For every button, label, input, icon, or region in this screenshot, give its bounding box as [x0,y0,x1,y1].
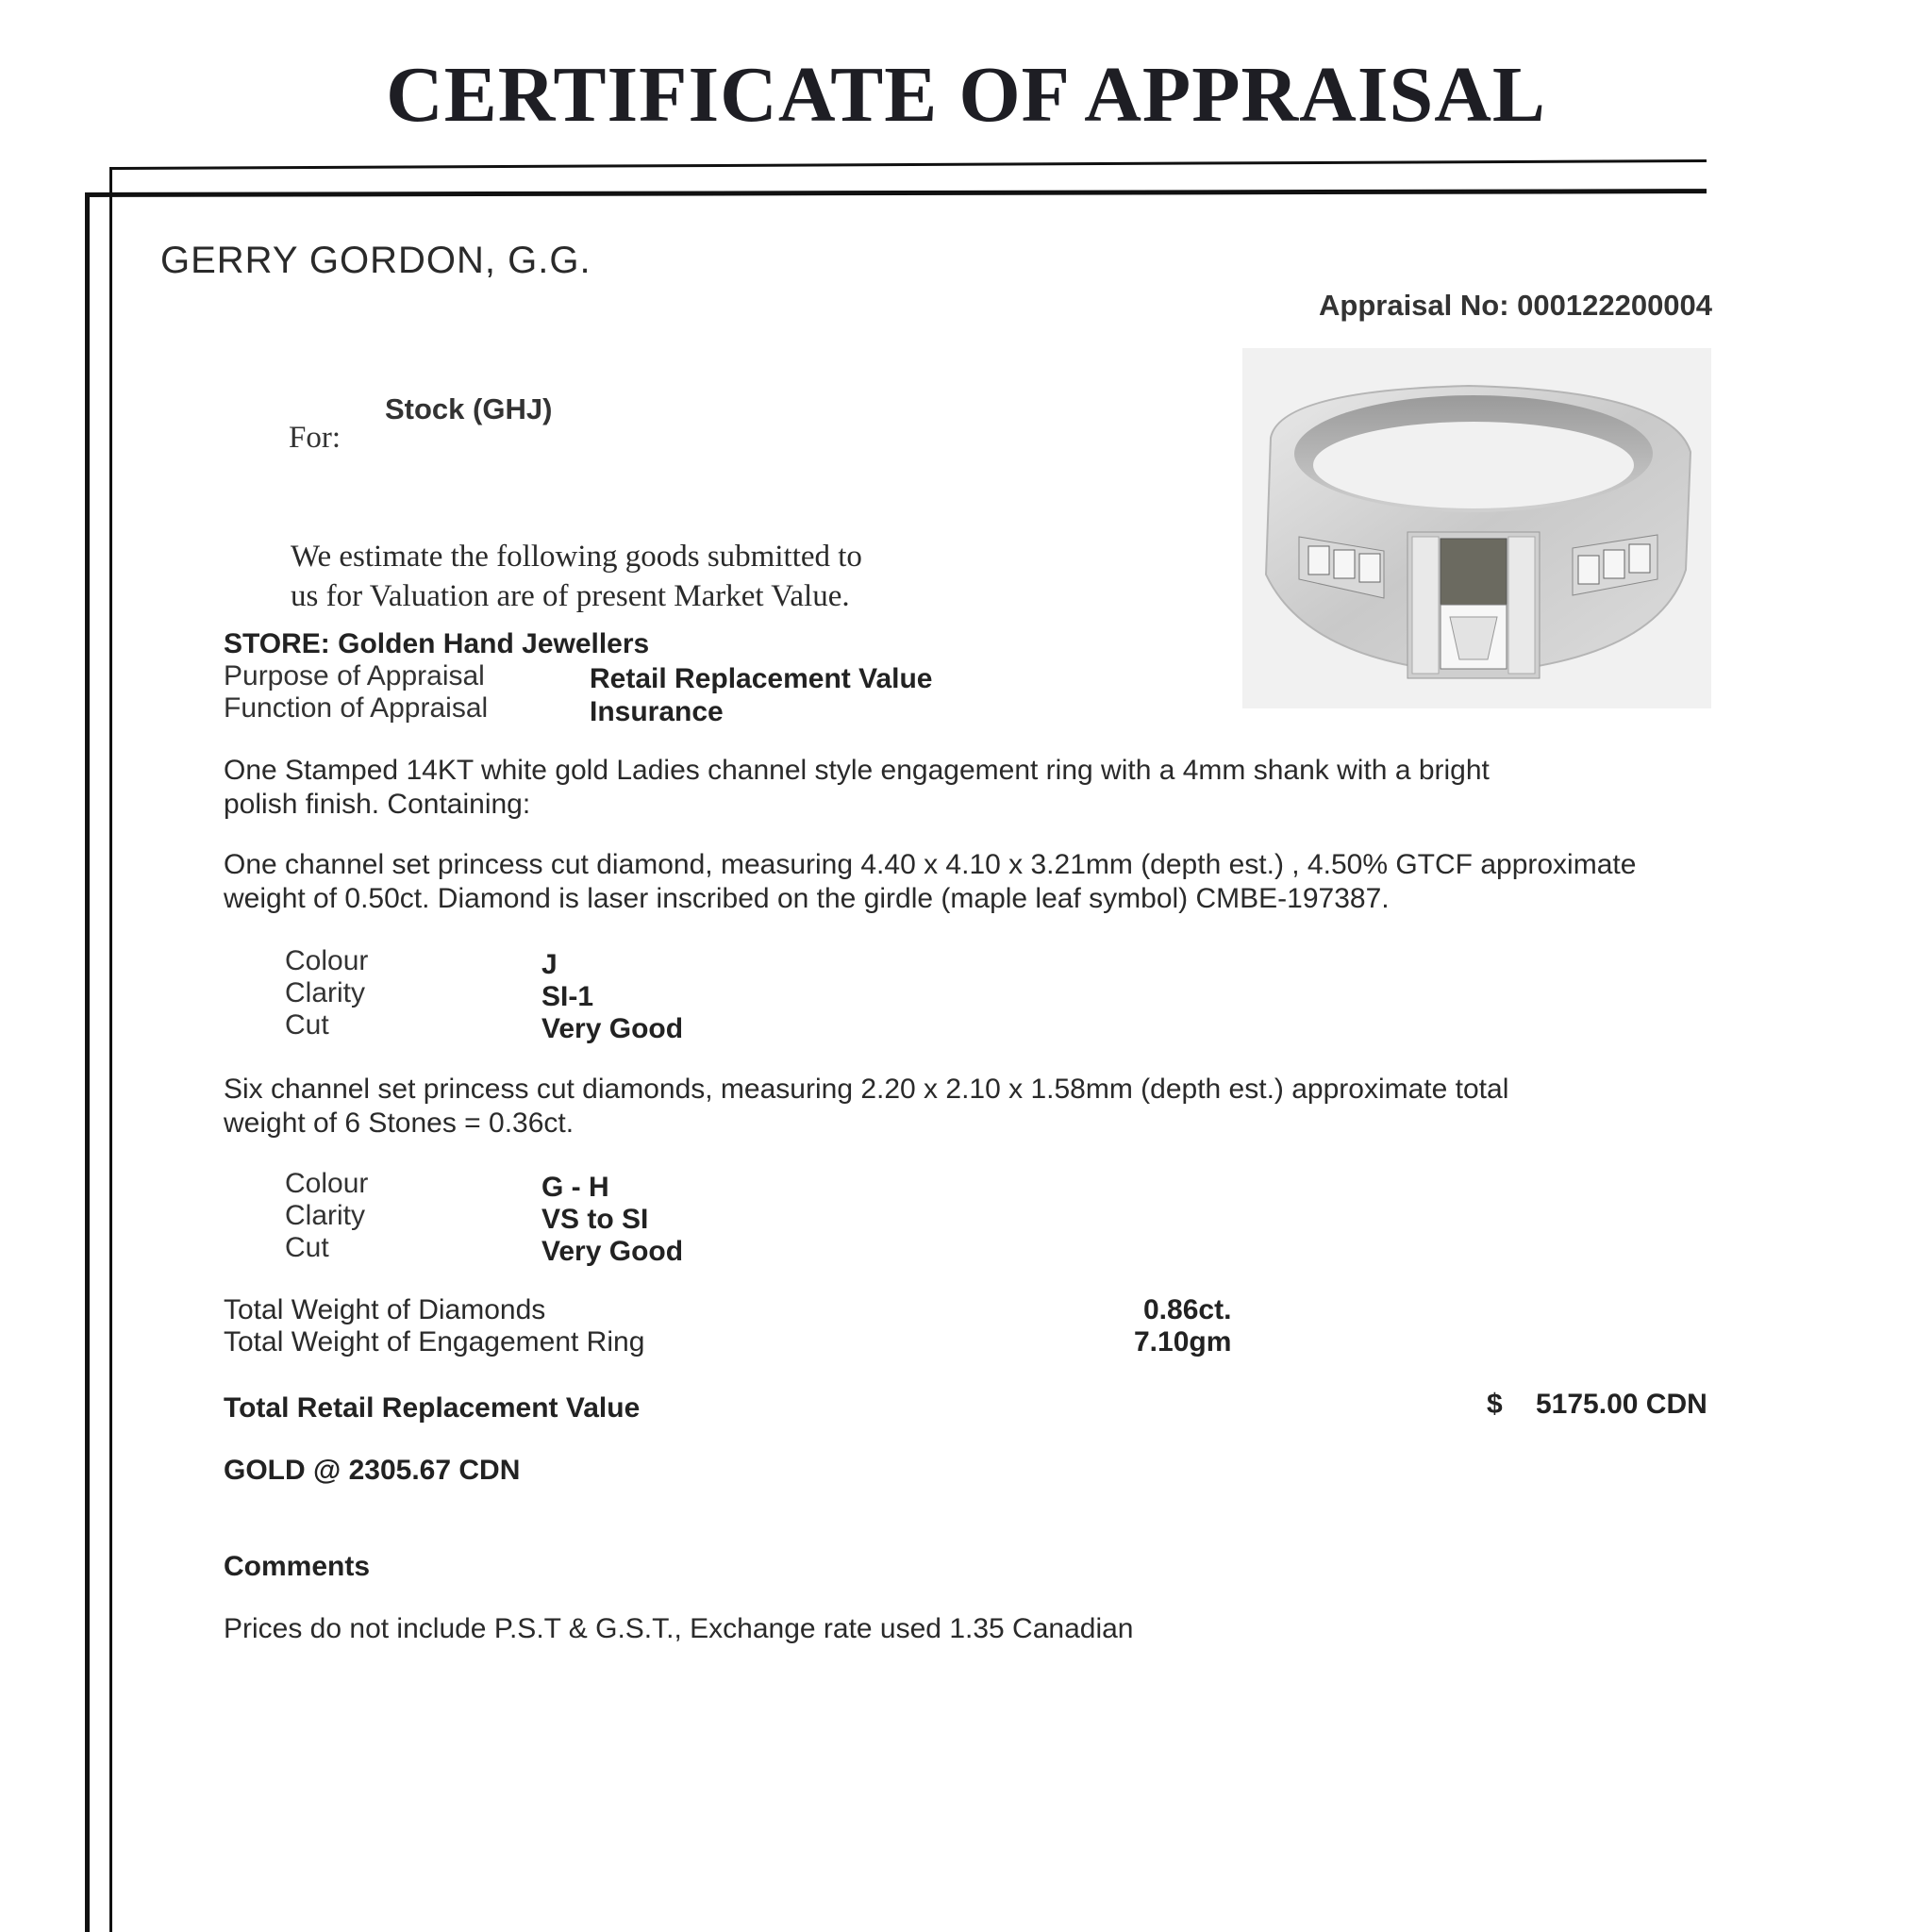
top-rule-outer [109,159,1707,170]
center-diamond-line-2: weight of 0.50ct. Diamond is laser inscribed on the girdle (maple leaf symbol) CMBE-197387. [224,883,1390,914]
total-ring-label: Total Weight of Engagement Ring [224,1326,645,1357]
currency-symbol: $ [1487,1389,1503,1420]
center-cut-label: Cut [285,1009,329,1041]
side-clarity-label: Clarity [285,1200,366,1231]
side-cut-label: Cut [285,1232,329,1263]
page-title: CERTIFICATE OF APPRAISAL [386,51,1546,139]
ring-image [1242,348,1711,708]
ring-description-line-1: One Stamped 14KT white gold Ladies channel style engagement ring with a 4mm shank with a bright [224,755,1490,786]
ring-photo [1242,348,1711,708]
comments-heading: Comments [224,1551,371,1582]
appraisal-number: Appraisal No: 000122200004 [1319,289,1713,322]
comments-text: Prices do not include P.S.T & G.S.T., Exchange rate used 1.35 Canadian [224,1613,1134,1644]
side-cut-value: Very Good [541,1236,684,1267]
total-diamonds-value: 0.86ct. [1143,1294,1232,1325]
side-diamonds-line-2: weight of 6 Stones = 0.36ct. [224,1108,575,1139]
function-value: Insurance [590,696,724,727]
total-diamonds-label: Total Weight of Diamonds [224,1294,546,1325]
total-ring-value: 7.10gm [1134,1326,1232,1357]
side-diamonds-line-1: Six channel set princess cut diamonds, measuring 2.20 x 2.10 x 1.58mm (depth est.) approximate total [224,1074,1509,1105]
purpose-value: Retail Replacement Value [590,663,933,694]
function-label: Function of Appraisal [224,692,489,724]
estimate-line-1: We estimate the following goods submitted to [291,540,862,574]
side-clarity-value: VS to SI [541,1204,649,1235]
estimate-line-2: us for Valuation are of present Market Value. [291,579,850,613]
center-clarity-label: Clarity [285,977,366,1008]
top-rule-inner [85,189,1707,197]
ring-description-line-2: polish finish. Containing: [224,789,531,820]
center-cut-value: Very Good [541,1013,684,1044]
client-name: Stock (GHJ) [385,392,553,425]
side-colour-label: Colour [285,1168,369,1199]
store-line: STORE: Golden Hand Jewellers [224,628,650,659]
purpose-label: Purpose of Appraisal [224,660,485,691]
center-clarity-value: SI-1 [541,981,594,1012]
center-colour-value: J [541,949,558,980]
center-diamond-line-1: One channel set princess cut diamond, measuring 4.40 x 4.10 x 3.21mm (depth est.) , 4.50% GTCF approximate [224,849,1637,880]
gold-price: GOLD @ 2305.67 CDN [224,1455,521,1486]
left-rule-outer [85,192,90,1932]
for-label: For: [289,421,341,455]
appraiser-name: GERRY GORDON, G.G. [160,240,591,281]
center-colour-label: Colour [285,945,369,976]
left-rule-inner [109,167,112,1932]
total-retail-value: 5175.00 CDN [1536,1389,1707,1420]
total-retail-label: Total Retail Replacement Value [224,1392,641,1424]
side-colour-value: G - H [541,1172,609,1203]
